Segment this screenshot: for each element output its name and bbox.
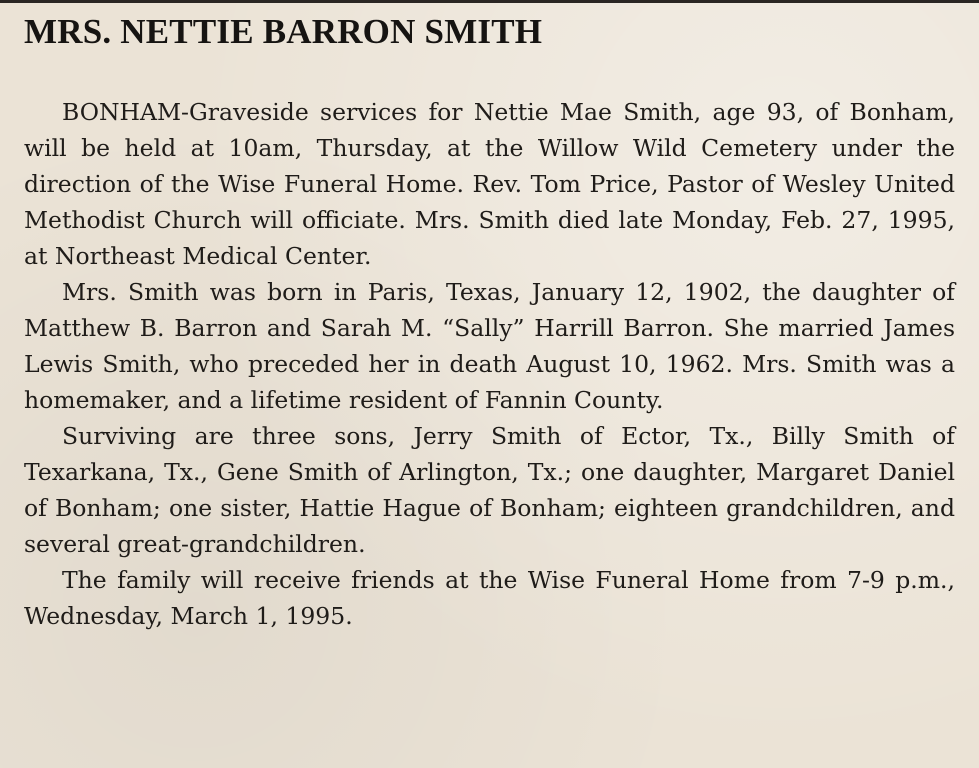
paragraph-biography: Mrs. Smith was born in Paris, Texas, January 12, 1902, the daughter of Matthew B. Barron and Sarah M. “Sally” Harrill Barron. She married James Lewis Smith, who preceded her in death August 10, 1962. Mrs. Smith was a homemaker, and a lifetime resident of Fannin County. <box>24 278 955 414</box>
paragraph-survivors: Surviving are three sons, Jerry Smith of Ector, Tx., Billy Smith of Texarkana, Tx., Gene Smith of Arlington, Tx.; one daughter, Margaret Daniel of Bonham; one sister, Hattie Hague of Bonham; eighteen grandchildren, and several great-grandchildren. <box>24 422 955 558</box>
paragraph-visitation: The family will receive friends at the Wise Funeral Home from 7-9 p.m., Wednesday, March 1, 1995. <box>24 566 955 630</box>
top-rule <box>0 0 979 3</box>
obituary-body <box>24 94 955 634</box>
paragraph-services: BONHAM-Graveside services for Nettie Mae Smith, age 93, of Bonham, will be held at 10am, Thursday, at the Willow Wild Cemetery under the direction of the Wise Funeral Home. Rev. Tom Price, Pastor of Wesley United Methodist Church will officiate. Mrs. Smith died late Monday, Feb. 27, 1995, at Northeast Medical Center. <box>24 98 955 270</box>
obituary-headline: MRS. NETTIE BARRON SMITH <box>24 12 543 51</box>
